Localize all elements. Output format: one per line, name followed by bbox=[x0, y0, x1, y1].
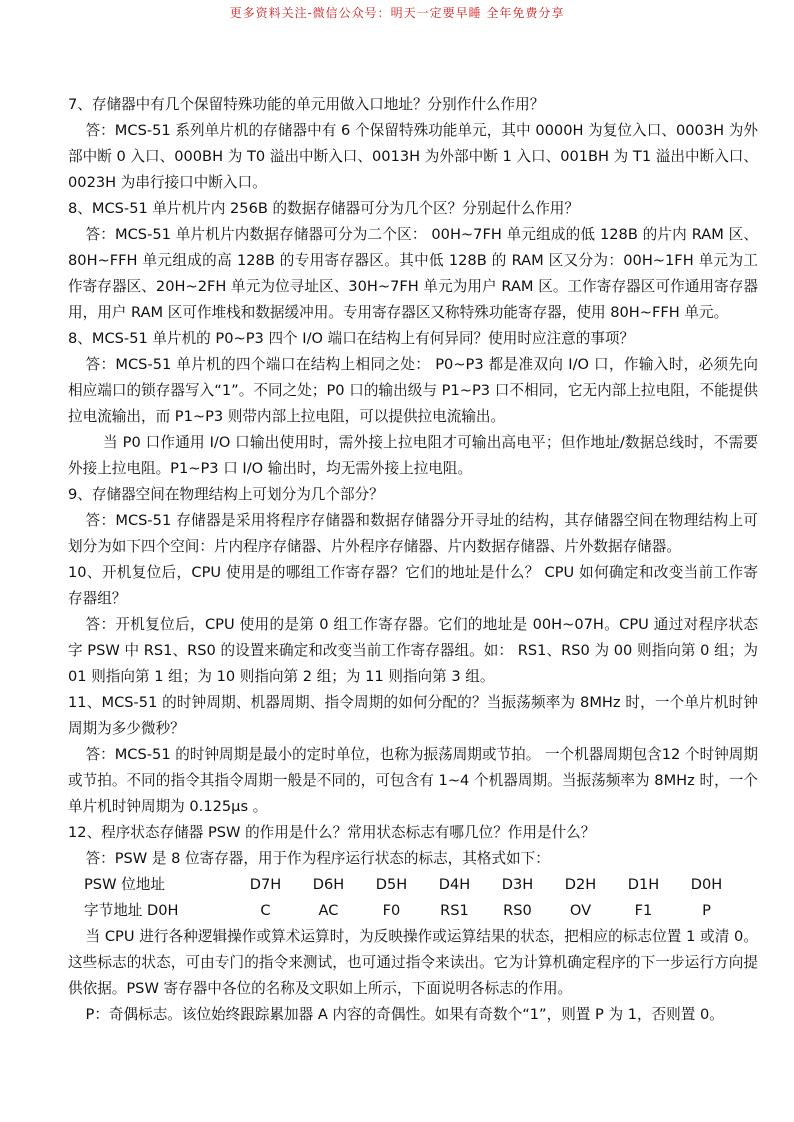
answer-7: 答：MCS-51 系列单片机的存储器中有 6 个保留特殊功能单元，其中 0000H 为复位入口、0003H 为外部中断 0 入口、000BH 为 T0 溢出中断入口、0013H 为外部中断 1 入口、001BH 为 T1 溢出中断入口、0023H 为串行接口中断入口。 bbox=[68, 122, 758, 191]
psw-row-label: 字节地址 D0H bbox=[84, 902, 179, 919]
answer-10: 答：开机复位后，CPU 使用的是第 0 组工作寄存器。它们的地址是 00H~07H。CPU 通过对程序状态字 PSW 中 RS1、RS0 的设置来确定和改变当前工作寄存器组。如： RS1、RS0 为 00 则指向第 0 组；为 01 则指向第 1 组；为 10 则指向第 2 组；为 11 则指向第 3 组。 bbox=[68, 616, 758, 685]
psw-format-table bbox=[84, 872, 738, 924]
question-11: 11、MCS-51 的时钟周期、机器周期、指令周期的如何分配的？当振荡频率为 8MHz 时，一个单片机时钟周期为多少微秒？ bbox=[68, 694, 758, 737]
answer-8b: 答：MCS-51 单片机的四个端口在结构上相同之处： P0~P3 都是准双向 I/O 口，作输入时，必须先向相应端口的锁存器写入“1”。不同之处；P0 口的输出级与 P1~P3 口不相同，它无内部上拉电阻，不能提供拉电流输出，而 P1~P3 则带内部上拉电阻，可以提供拉电流输出。 bbox=[68, 356, 758, 425]
question-10: 10、开机复位后，CPU 使用是的哪组工作寄存器？它们的地址是什么？ CPU 如何确定和改变当前工作寄存器组？ bbox=[68, 564, 758, 607]
header-banner: 更多资料关注-微信公众号：明天一定要早睡 全年免费分享 bbox=[229, 6, 565, 20]
document-body bbox=[68, 92, 758, 1028]
psw-cell: F0 bbox=[382, 902, 401, 919]
psw-cell: P bbox=[702, 902, 711, 919]
psw-cell: D5H bbox=[375, 876, 408, 893]
answer-12-intro: 答：PSW 是 8 位寄存器，用于作为程序运行状态的标志，其格式如下： bbox=[85, 850, 550, 867]
psw-bit-address-row bbox=[84, 872, 738, 898]
psw-cell: F1 bbox=[634, 902, 653, 919]
answer-12-body: 当 CPU 进行各种逻辑操作或算术运算时，为反映操作或运算结果的状态，把相应的标志位置 1 或清 0。这些标志的状态，可由专门的指令来测试，也可通过指令来读出。它为计算机确定程序的下一步运行方向提供依据。PSW 寄存器中各位的名称及文职如上所示，下面说明各标志的作用。 bbox=[68, 928, 758, 997]
psw-cell: D6H bbox=[312, 876, 345, 893]
psw-cell: D0H bbox=[690, 876, 723, 893]
answer-8b-note: 当 P0 口作通用 I/O 口输出使用时，需外接上拉电阻才可输出高电平；但作地址/数据总线时，不需要外接上拉电阻。P1~P3 口 I/O 输出时，均无需外接上拉电阻。 bbox=[68, 434, 758, 477]
psw-row-label: PSW 位地址 bbox=[84, 876, 165, 893]
psw-cell: RS1 bbox=[440, 902, 469, 919]
question-8b: 8、MCS-51 单片机的 P0~P3 四个 I/O 端口在结构上有何异同？使用时应注意的事项？ bbox=[68, 330, 635, 347]
question-8a: 8、MCS-51 单片机片内 256B 的数据存储器可分为几个区？分别起什么作用？ bbox=[68, 200, 579, 217]
answer-8a: 答：MCS-51 单片机片内数据存储器可分为二个区： 00H~7FH 单元组成的低 128B 的片内 RAM 区、80H~FFH 单元组成的高 128B 的专用寄存器区。其中低 128B 的 RAM 区又分为：00H~1FH 单元为工作寄存器区、20H~2FH 单元为位寻址区、30H~7FH 单元为用户 RAM 区。工作寄存器区可作通用寄存器用，用户 RAM 区可作堆栈和数据缓冲用。专用寄存器区又称特殊功能寄存器，使用 80H~FFH 单元。 bbox=[68, 226, 758, 321]
psw-cell: AC bbox=[318, 902, 339, 919]
answer-12-parity: P：奇偶标志。该位始终跟踪累加器 A 内容的奇偶性。如果有奇数个“1”，则置 P 为 1，否则置 0。 bbox=[85, 1006, 724, 1023]
psw-cell: D2H bbox=[564, 876, 597, 893]
psw-cell: D4H bbox=[438, 876, 471, 893]
psw-cell: OV bbox=[569, 902, 592, 919]
psw-cell: D7H bbox=[249, 876, 282, 893]
psw-cell: RS0 bbox=[503, 902, 532, 919]
psw-cell: D1H bbox=[627, 876, 660, 893]
psw-flag-row bbox=[84, 898, 738, 924]
answer-11: 答：MCS-51 的时钟周期是最小的定时单位，也称为振荡周期或节拍。 一个机器周期包含12 个时钟周期或节拍。不同的指令其指令周期一般是不同的，可包含有 1~4 个机器周期。当振荡频率为 8MHz 时，一个单片机时钟周期为 0.125μs 。 bbox=[68, 746, 758, 815]
psw-cell: D3H bbox=[501, 876, 534, 893]
question-9: 9、存储器空间在物理结构上可划分为几个部分？ bbox=[68, 486, 384, 503]
psw-cell: C bbox=[260, 902, 271, 919]
answer-9: 答：MCS-51 存储器是采用将程序存储器和数据存储器分开寻址的结构，其存储器空间在物理结构上可划分为如下四个空间：片内程序存储器、片外程序存储器、片内数据存储器、片外数据存储器。 bbox=[68, 512, 758, 555]
question-7: 7、存储器中有几个保留特殊功能的单元用做入口地址？分别作什么作用？ bbox=[68, 96, 545, 113]
question-12: 12、程序状态存储器 PSW 的作用是什么？常用状态标志有哪几位？作用是什么？ bbox=[68, 824, 596, 841]
